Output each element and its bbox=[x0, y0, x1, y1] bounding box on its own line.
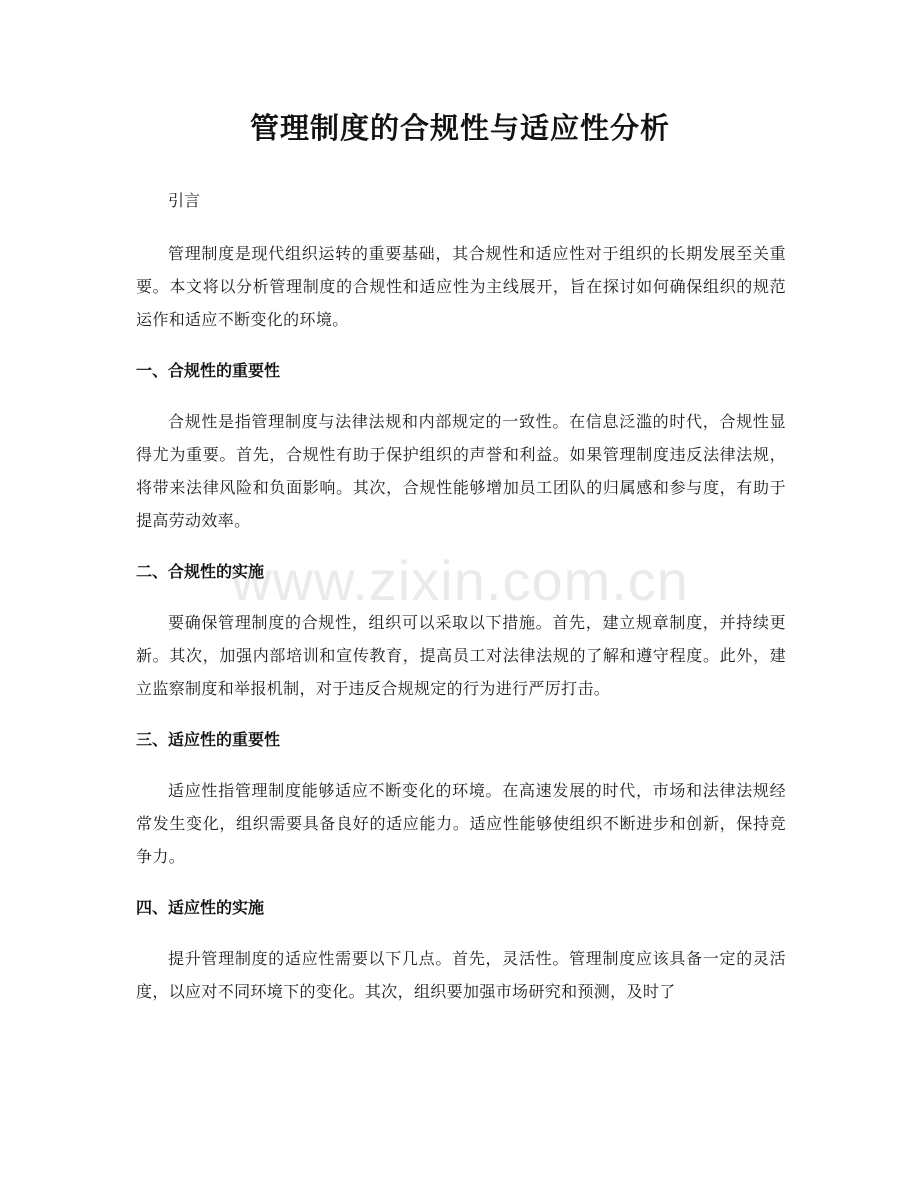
section-paragraph-4: 提升管理制度的适应性需要以下几点。首先，灵活性。管理制度应该具备一定的灵活度，以应对不同环境下的变化。其次，组织要加强市场研究和预测，及时了 bbox=[136, 949, 786, 1001]
document-body bbox=[136, 184, 786, 1026]
section-heading-4: 四、适应性的实施 bbox=[136, 898, 265, 917]
document-title: 管理制度的合规性与适应性分析 bbox=[249, 111, 670, 145]
section-heading-3: 三、适应性的重要性 bbox=[136, 730, 281, 749]
watermark: www.zixin.com.cn bbox=[231, 549, 689, 612]
section-paragraph-3: 适应性指管理制度能够适应不断变化的环境。在高速发展的时代，市场和法律法规经常发生变化，组织需要具备良好的适应能力。适应性能够使组织不断进步和创新，保持竞争力。 bbox=[136, 781, 786, 866]
section-heading-1: 一、合规性的重要性 bbox=[136, 361, 281, 380]
intro-paragraph: 管理制度是现代组织运转的重要基础，其合规性和适应性对于组织的长期发展至关重要。本文将以分析管理制度的合规性和适应性为主线展开，旨在探讨如何确保组织的规范运作和适应不断变化的环境。 bbox=[136, 244, 786, 329]
section-paragraph-2: 要确保管理制度的合规性，组织可以采取以下措施。首先，建立规章制度，并持续更新。其次，加强内部培训和宣传教育，提高员工对法律法规的了解和遵守程度。此外，建立监察制度和举报机制，对于违反合规规定的行为进行严厉打击。 bbox=[136, 613, 786, 698]
section-heading-2: 二、合规性的实施 bbox=[136, 562, 265, 581]
intro-label: 引言 bbox=[168, 191, 201, 210]
section-paragraph-1: 合规性是指管理制度与法律法规和内部规定的一致性。在信息泛滥的时代，合规性显得尤为重要。首先，合规性有助于保护组织的声誉和利益。如果管理制度违反法律法规，将带来法律风险和负面影响。其次，合规性能够增加员工团队的归属感和参与度，有助于提高劳动效率。 bbox=[136, 412, 786, 530]
